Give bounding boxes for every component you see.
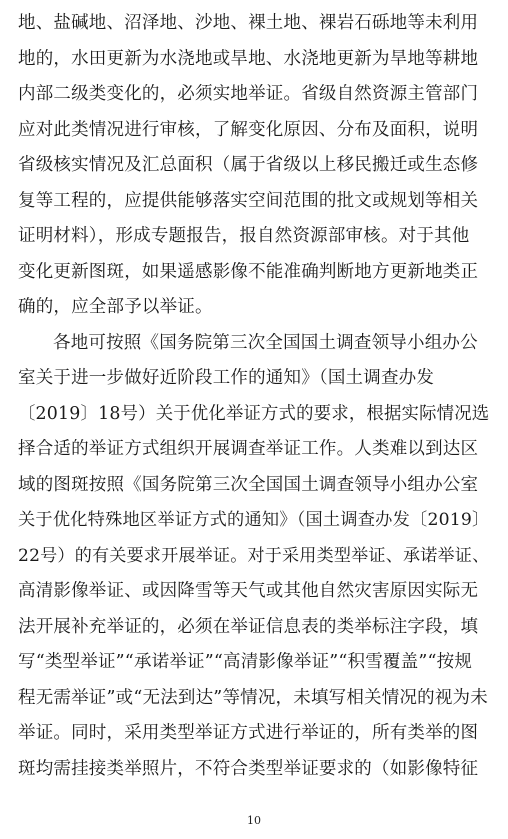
document-body <box>18 6 492 787</box>
text-line: 复等工程的，应提供能够落实空间范围的批文或规划等相关 <box>18 190 479 211</box>
text-line: 地的，水田更新为水浇地或旱地、水浇地更新为旱地等耕地 <box>18 48 479 69</box>
text-line: 变化更新图斑，如果遥感影像不能准确判断地方更新地类正 <box>18 261 479 282</box>
text-line: 写“类型举证”“承诺举证”“高清影像举证”“积雪覆盖”“按规 <box>18 652 473 672</box>
text-line: 内部二级类变化的，必须实地举证。省级自然资源主管部门 <box>18 84 479 104</box>
text-line: 〔2019〕18号）关于优化举证方式的要求，根据实际情况选 <box>18 403 490 424</box>
text-line: 22号）的有关要求开展举证。对于采用类型举证、承诺举证、 <box>18 545 490 566</box>
text-line: 程无需举证”或“无法到达”等情况，未填写相关情况的视为未 <box>18 687 488 708</box>
text-line: 举证。同时，采用类型举证方式进行举证的，所有类举的图 <box>18 723 479 743</box>
paragraph-1 <box>18 6 492 326</box>
text-line: 域的图斑按照《国务院第三次全国国土调查领导小组办公室 <box>18 474 479 495</box>
text-line: 择合适的举证方式组织开展调查举证工作。人类难以到达区 <box>18 439 479 459</box>
text-line: 法开展补充举证的，必须在举证信息表的类举标注字段，填 <box>18 616 479 637</box>
paragraph-2 <box>18 326 492 788</box>
text-line: 高清影像举证、或因降雪等天气或其他自然灾害原因实际无 <box>18 581 479 601</box>
text-line: 各地可按照《国务院第三次全国国土调查领导小组办公 <box>53 332 478 353</box>
text-line: 地、盐碱地、沼泽地、沙地、裸土地、裸岩石砾地等未利用 <box>18 13 479 33</box>
page-number: 10 <box>247 814 261 827</box>
text-line: 斑均需挂接类举照片，不符合类型举证要求的（如影像特征 <box>18 758 479 779</box>
text-line: 应对此类情况进行审核，了解变化原因、分布及面积，说明 <box>18 119 479 140</box>
text-line: 室关于进一步做好近阶段工作的通知》（国土调查办发 <box>18 368 435 388</box>
text-line: 证明材料），形成专题报告，报自然资源部审核。对于其他 <box>18 226 470 246</box>
text-line: 省级核实情况及汇总面积（属于省级以上移民搬迁或生态修 <box>18 155 479 175</box>
text-line: 确的，应全部予以举证。 <box>18 297 213 317</box>
text-line: 关于优化特殊地区举证方式的通知》（国土调查办发〔2019〕 <box>18 510 490 530</box>
